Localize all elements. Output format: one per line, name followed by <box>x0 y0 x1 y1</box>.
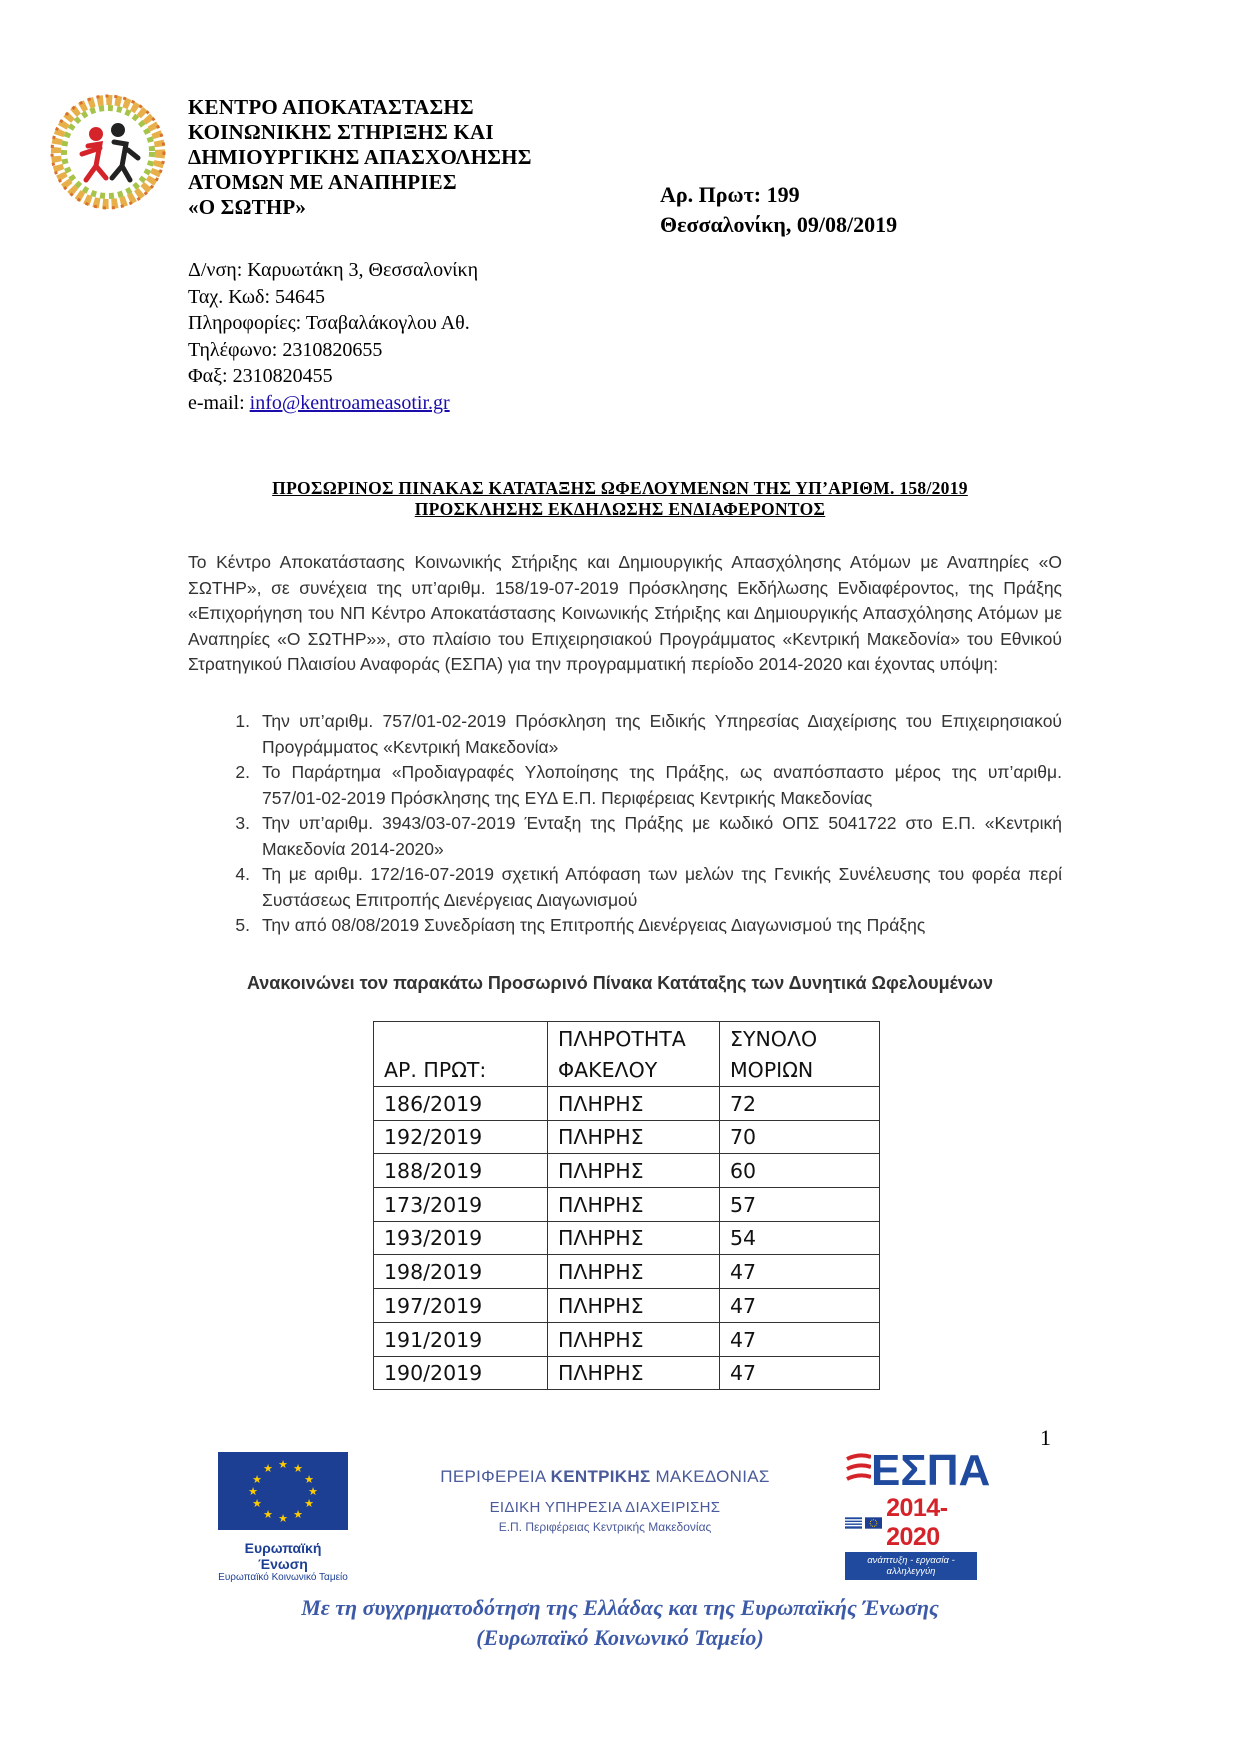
table-row <box>374 1221 880 1255</box>
cell-protocol: 198/2019 <box>374 1255 548 1289</box>
eu-logo <box>218 1452 348 1583</box>
intro-paragraph: Το Κέντρο Αποκατάστασης Κοινωνικής Στήριξης και Δημιουργικής Απασχόλησης Ατόμων με Αναπηρίες «Ο ΣΩΤΗΡ», σε συνέχεια της υπ’αριθμ. 158/19-07-2019 Πρόσκλησης Εκδήλωσης Ενδιαφέροντος, της Πράξης «Επιχορήγηση του ΝΠ Κέντρο Αποκατάστασης Κοινωνικής Στήριξης και Δημιουργικής Απασχόλησης Ατόμων με Αναπηρίες «Ο ΣΩΤΗΡ»», στο πλαίσιο του Επιχειρησιακού Προγράμματος «Κεντρική Μακεδονία» του Εθνικού Στρατηγικού Πλαισίου Αναφοράς (ΕΣΠΑ) για την προγραμματική περίοδο 2014-2020 και έχοντας υπόψη: <box>188 552 1062 674</box>
email-link[interactable]: info@kentroameasotir.gr <box>249 391 450 414</box>
svg-text:★: ★ <box>263 1462 273 1475</box>
table-row <box>374 1188 880 1222</box>
cell-completeness: ΠΛΗΡΗΣ <box>548 1322 720 1356</box>
cofund-line-2: (Ευρωπαϊκό Κοινωνικό Ταμείο) <box>476 1625 764 1650</box>
region-logo <box>420 1467 790 1534</box>
column-header: ΑΡ. ΠΡΩΤ: <box>374 1022 548 1087</box>
svg-text:★: ★ <box>252 1497 262 1510</box>
eu-label: Ευρωπαϊκή Ένωση <box>244 1540 322 1572</box>
eu-subtitle: Ευρωπαϊκό Κοινωνικό Ταμείο <box>218 1572 348 1583</box>
cell-completeness: ΠΛΗΡΗΣ <box>548 1255 720 1289</box>
managing-authority: ΕΙΔΙΚΗ ΥΠΗΡΕΣΙΑ ΔΙΑΧΕΙΡΙΣΗΣ <box>489 1499 721 1516</box>
cell-completeness: ΠΛΗΡΗΣ <box>548 1120 720 1154</box>
org-name-line: ΔΗΜΙΟΥΡΓΙΚΗΣ ΑΠΑΣΧΟΛΗΣΗΣ <box>188 145 532 169</box>
cell-protocol: 197/2019 <box>374 1289 548 1323</box>
cofund-line-1: Με τη συγχρηματοδότηση της Ελλάδας και της Ευρωπαϊκής Ένωσης <box>301 1595 939 1620</box>
espa-stripes-icon <box>845 1451 871 1491</box>
item-text: Την υπ’αριθμ. 757/01-02-2019 Πρόσκληση της Ειδικής Υπηρεσίας Διαχείρισης του Επιχειρησιακού Προγράμματος «Κεντρική Μακεδονία» <box>262 711 1062 757</box>
item-number: 5. <box>235 915 250 935</box>
cell-points: 54 <box>720 1221 880 1255</box>
espa-logo <box>845 1446 995 1580</box>
table-row <box>374 1356 880 1390</box>
svg-text:★: ★ <box>278 1512 288 1525</box>
list-item <box>188 811 1062 862</box>
cell-protocol: 190/2019 <box>374 1356 548 1390</box>
fax: Φαξ: 2310820455 <box>188 365 333 387</box>
cell-points: 72 <box>720 1087 880 1121</box>
greece-flag-icon <box>845 1517 862 1529</box>
table-row <box>374 1322 880 1356</box>
item-text: Την υπ’αριθμ. 3943/03-07-2019 Ένταξη της Πράξης με κωδικό ΟΠΣ 5041722 στο Ε.Π. «Κεντρική Μακεδονία 2014-2020» <box>262 813 1062 859</box>
table-row <box>374 1154 880 1188</box>
org-name-line: «Ο ΣΩΤΗΡ» <box>188 195 307 219</box>
item-text: Το Παράρτημα «Προδιαγραφές Υλοποίησης της Πράξης, ως αναπόσπαστο μέρος της υπ’αριθμ. 757/01-02-2019 Πρόσκλησης της ΕΥΔ Ε.Π. Περιφέρειας Κεντρικής Μακεδονίας <box>262 762 1062 808</box>
list-item <box>188 709 1062 760</box>
cell-protocol: 191/2019 <box>374 1322 548 1356</box>
contact-person: Πληροφορίες: Τσαβαλάκογλου Αθ. <box>188 312 470 334</box>
table-header-row <box>374 1022 880 1087</box>
region-name: ΠΕΡΙΦΕΡΕΙΑ ΚΕΝΤΡΙΚΗΣ ΜΑΚΕΔΟΝΙΑΣ <box>440 1467 770 1486</box>
cell-points: 47 <box>720 1322 880 1356</box>
cell-points: 47 <box>720 1255 880 1289</box>
svg-text:★: ★ <box>304 1497 314 1510</box>
org-name-line: ΚΕΝΤΡΟ ΑΠΟΚΑΤΑΣΤΑΣΗΣ <box>188 95 474 119</box>
protocol-number: Αρ. Πρωτ: 199 <box>660 182 800 207</box>
cell-completeness: ΠΛΗΡΗΣ <box>548 1289 720 1323</box>
item-number: 3. <box>235 813 250 833</box>
cofunding-statement <box>0 1593 1240 1653</box>
org-name-line: ΑΤΟΜΩΝ ΜΕ ΑΝΑΠΗΡΙΕΣ <box>188 170 457 194</box>
considerations-list <box>188 709 1062 939</box>
place-date: Θεσσαλονίκη, 09/08/2019 <box>660 212 898 237</box>
org-name-line: ΚΟΙΝΩΝΙΚΗΣ ΣΤΗΡΙΞΗΣ ΚΑΙ <box>188 120 494 144</box>
announcement: Ανακοινώνει τον παρακάτω Προσωρινό Πίνακα Κατάταξης των Δυνητικά Ωφελουμένων <box>246 973 994 993</box>
eu-flag-icon <box>218 1452 348 1530</box>
cell-completeness: ΠΛΗΡΗΣ <box>548 1188 720 1222</box>
cell-completeness: ΠΛΗΡΗΣ <box>548 1356 720 1390</box>
item-text: Την από 08/08/2019 Συνεδρίαση της Επιτροπής Διενέργειας Διαγωνισμού της Πράξης <box>262 915 926 935</box>
title-line-2: ΠΡΟΣΚΛΗΣΗΣ ΕΚΔΗΛΩΣΗΣ ΕΝΔΙΑΦΕΡΟΝΤΟΣ <box>414 499 826 519</box>
svg-text:★: ★ <box>248 1485 258 1498</box>
column-header: ΣΥΝΟΛΟ ΜΟΡΙΩΝ <box>720 1022 880 1087</box>
cell-protocol: 188/2019 <box>374 1154 548 1188</box>
cell-protocol: 193/2019 <box>374 1221 548 1255</box>
item-text: Τη με αριθμ. 172/16-07-2019 σχετική Απόφαση των μελών της Γενικής Συνέλευσης του φορέα περί Συστάσεως Επιτροπής Διενέργειας Διαγωνισμού <box>262 864 1062 910</box>
item-number: 1. <box>235 711 250 731</box>
cell-protocol: 173/2019 <box>374 1188 548 1222</box>
phone: Τηλέφωνο: 2310820655 <box>188 338 383 361</box>
table-row <box>374 1087 880 1121</box>
svg-text:★: ★ <box>252 1473 262 1486</box>
cell-points: 70 <box>720 1120 880 1154</box>
item-number: 4. <box>235 864 250 884</box>
page-number: 1 <box>1040 1425 1051 1450</box>
table-row <box>374 1289 880 1323</box>
protocol-block <box>660 180 897 240</box>
cell-points: 60 <box>720 1154 880 1188</box>
cell-protocol: 192/2019 <box>374 1120 548 1154</box>
cell-completeness: ΠΛΗΡΗΣ <box>548 1154 720 1188</box>
email-label: e-mail: <box>188 391 250 414</box>
contact-details <box>188 257 478 416</box>
table-row <box>374 1255 880 1289</box>
cell-points: 47 <box>720 1356 880 1390</box>
cell-points: 47 <box>720 1289 880 1323</box>
list-item <box>188 913 1062 939</box>
item-number: 2. <box>235 762 250 782</box>
column-header: ΠΛΗΡΟΤΗΤΑ ΦΑΚΕΛΟΥ <box>548 1022 720 1087</box>
organization-logo <box>44 88 172 216</box>
cell-protocol: 186/2019 <box>374 1087 548 1121</box>
cell-completeness: ΠΛΗΡΗΣ <box>548 1087 720 1121</box>
list-item <box>188 862 1062 913</box>
eu-mini-flag-icon <box>865 1517 882 1529</box>
svg-text:★: ★ <box>293 1508 303 1521</box>
cell-completeness: ΠΛΗΡΗΣ <box>548 1221 720 1255</box>
svg-text:★: ★ <box>308 1485 318 1498</box>
svg-text:★: ★ <box>278 1458 288 1471</box>
table-row <box>374 1120 880 1154</box>
title-line-1: ΠΡΟΣΩΡΙΝΟΣ ΠΙΝΑΚΑΣ ΚΑΤΑΤΑΞΗΣ ΩΦΕΛΟΥΜΕΝΩΝ ΤΗΣ ΥΠ’ΑΡΙΘΜ. 158/2019 <box>272 478 968 498</box>
operational-programme: Ε.Π. Περιφέρειας Κεντρικής Μακεδονίας <box>498 1520 712 1534</box>
document-title <box>0 478 1240 520</box>
svg-text:★: ★ <box>263 1508 273 1521</box>
ranking-table <box>373 1021 880 1390</box>
svg-text:★: ★ <box>304 1473 314 1486</box>
postal-code: Ταχ. Κωδ: 54645 <box>188 285 326 308</box>
espa-slogan: ανάπτυξη - εργασία - αλληλεγγύη <box>845 1552 977 1580</box>
espa-word: ΕΣΠΑ <box>871 1446 991 1495</box>
email-row <box>188 390 478 417</box>
svg-text:★: ★ <box>293 1462 303 1475</box>
list-item <box>188 760 1062 811</box>
cell-points: 57 <box>720 1188 880 1222</box>
address: Δ/νση: Καρυωτάκη 3, Θεσσαλονίκη <box>188 259 479 281</box>
espa-years: 2014-2020 <box>886 1494 948 1551</box>
organization-name <box>188 95 532 220</box>
